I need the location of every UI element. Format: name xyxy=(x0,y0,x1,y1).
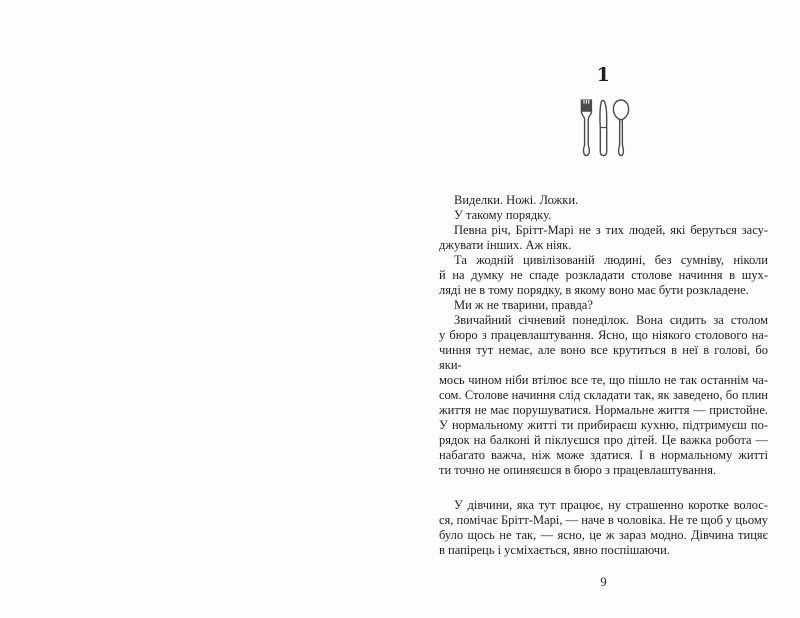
book-page xyxy=(439,0,768,618)
paragraph xyxy=(439,313,768,478)
text-line: ся, помічає Брітт-Марі, — наче в чоловіка. Не те щоб у цьому xyxy=(439,513,768,527)
text-line: ляді не в тому порядку, в якому воно має бути розкладене. xyxy=(439,283,749,297)
paragraph xyxy=(439,253,768,298)
text-line: сом. Столове начиння слід складати так, як заведено, бо плин xyxy=(439,388,768,402)
paragraph xyxy=(439,498,768,558)
paragraph xyxy=(439,223,768,253)
paragraph xyxy=(439,208,768,223)
spoon-icon xyxy=(613,100,628,156)
body-text xyxy=(439,193,768,558)
text-line: й на думку не спаде розкладати столове начиння в шух- xyxy=(439,268,768,282)
chapter-number: 1 xyxy=(596,64,611,86)
text-line: чиння тут немає, але воно все крутиться в неї в голові, бо яки- xyxy=(439,343,768,372)
chapter-illustration xyxy=(439,99,768,157)
text-line: у бюро з працевлаштування. Ясно, що ніякого столового на- xyxy=(439,328,768,342)
text-line: мось чином ніби втілює все те, що пішло не так останнім ча- xyxy=(439,373,768,387)
fork-knife-spoon-icon xyxy=(578,99,630,157)
text-line: набагато важча, ніж може здатися. І в нормальному житті xyxy=(439,448,768,462)
text-line: Певна річ, Брітт-Марі не з тих людей, які беруться засу- xyxy=(454,223,768,237)
page-number: 9 xyxy=(600,575,607,589)
fork-icon xyxy=(581,100,591,156)
text-line: ти точно не опиняєшся в бюро з працевлаштування. xyxy=(439,463,717,477)
text-line: життя не має порушуватися. Нормальне життя — пристойне. xyxy=(439,403,768,417)
text-line: Та жодній цивілізованій людині, без сумніву, ніколи xyxy=(454,253,768,267)
paragraph xyxy=(439,193,768,208)
text-line: в папірець і усміхається, явно поспішаючи. xyxy=(439,543,670,557)
text-line: У такому порядку. xyxy=(454,208,552,222)
text-line: У дівчини, яка тут працює, ну страшенно коротке волос- xyxy=(454,498,768,512)
text-line: було щось не так, — ясно, це ж зараз модно. Дівчина тицяє xyxy=(439,528,768,542)
text-line: Ми ж не тварини, правда? xyxy=(454,298,593,312)
text-line: Виделки. Ножі. Ложки. xyxy=(454,193,579,207)
text-line: У нормальному житті ти прибираєш кухню, підтримуєш по- xyxy=(439,418,768,432)
text-line: Звичайний січневий понеділок. Вона сидить за столом xyxy=(454,313,768,327)
knife-icon xyxy=(599,100,606,155)
paragraph xyxy=(439,298,768,313)
text-line: рядок на балконі й піклуєшся про дітей. Це важка робота — xyxy=(439,433,768,447)
text-line: джувати інших. Аж ніяк. xyxy=(439,238,572,252)
